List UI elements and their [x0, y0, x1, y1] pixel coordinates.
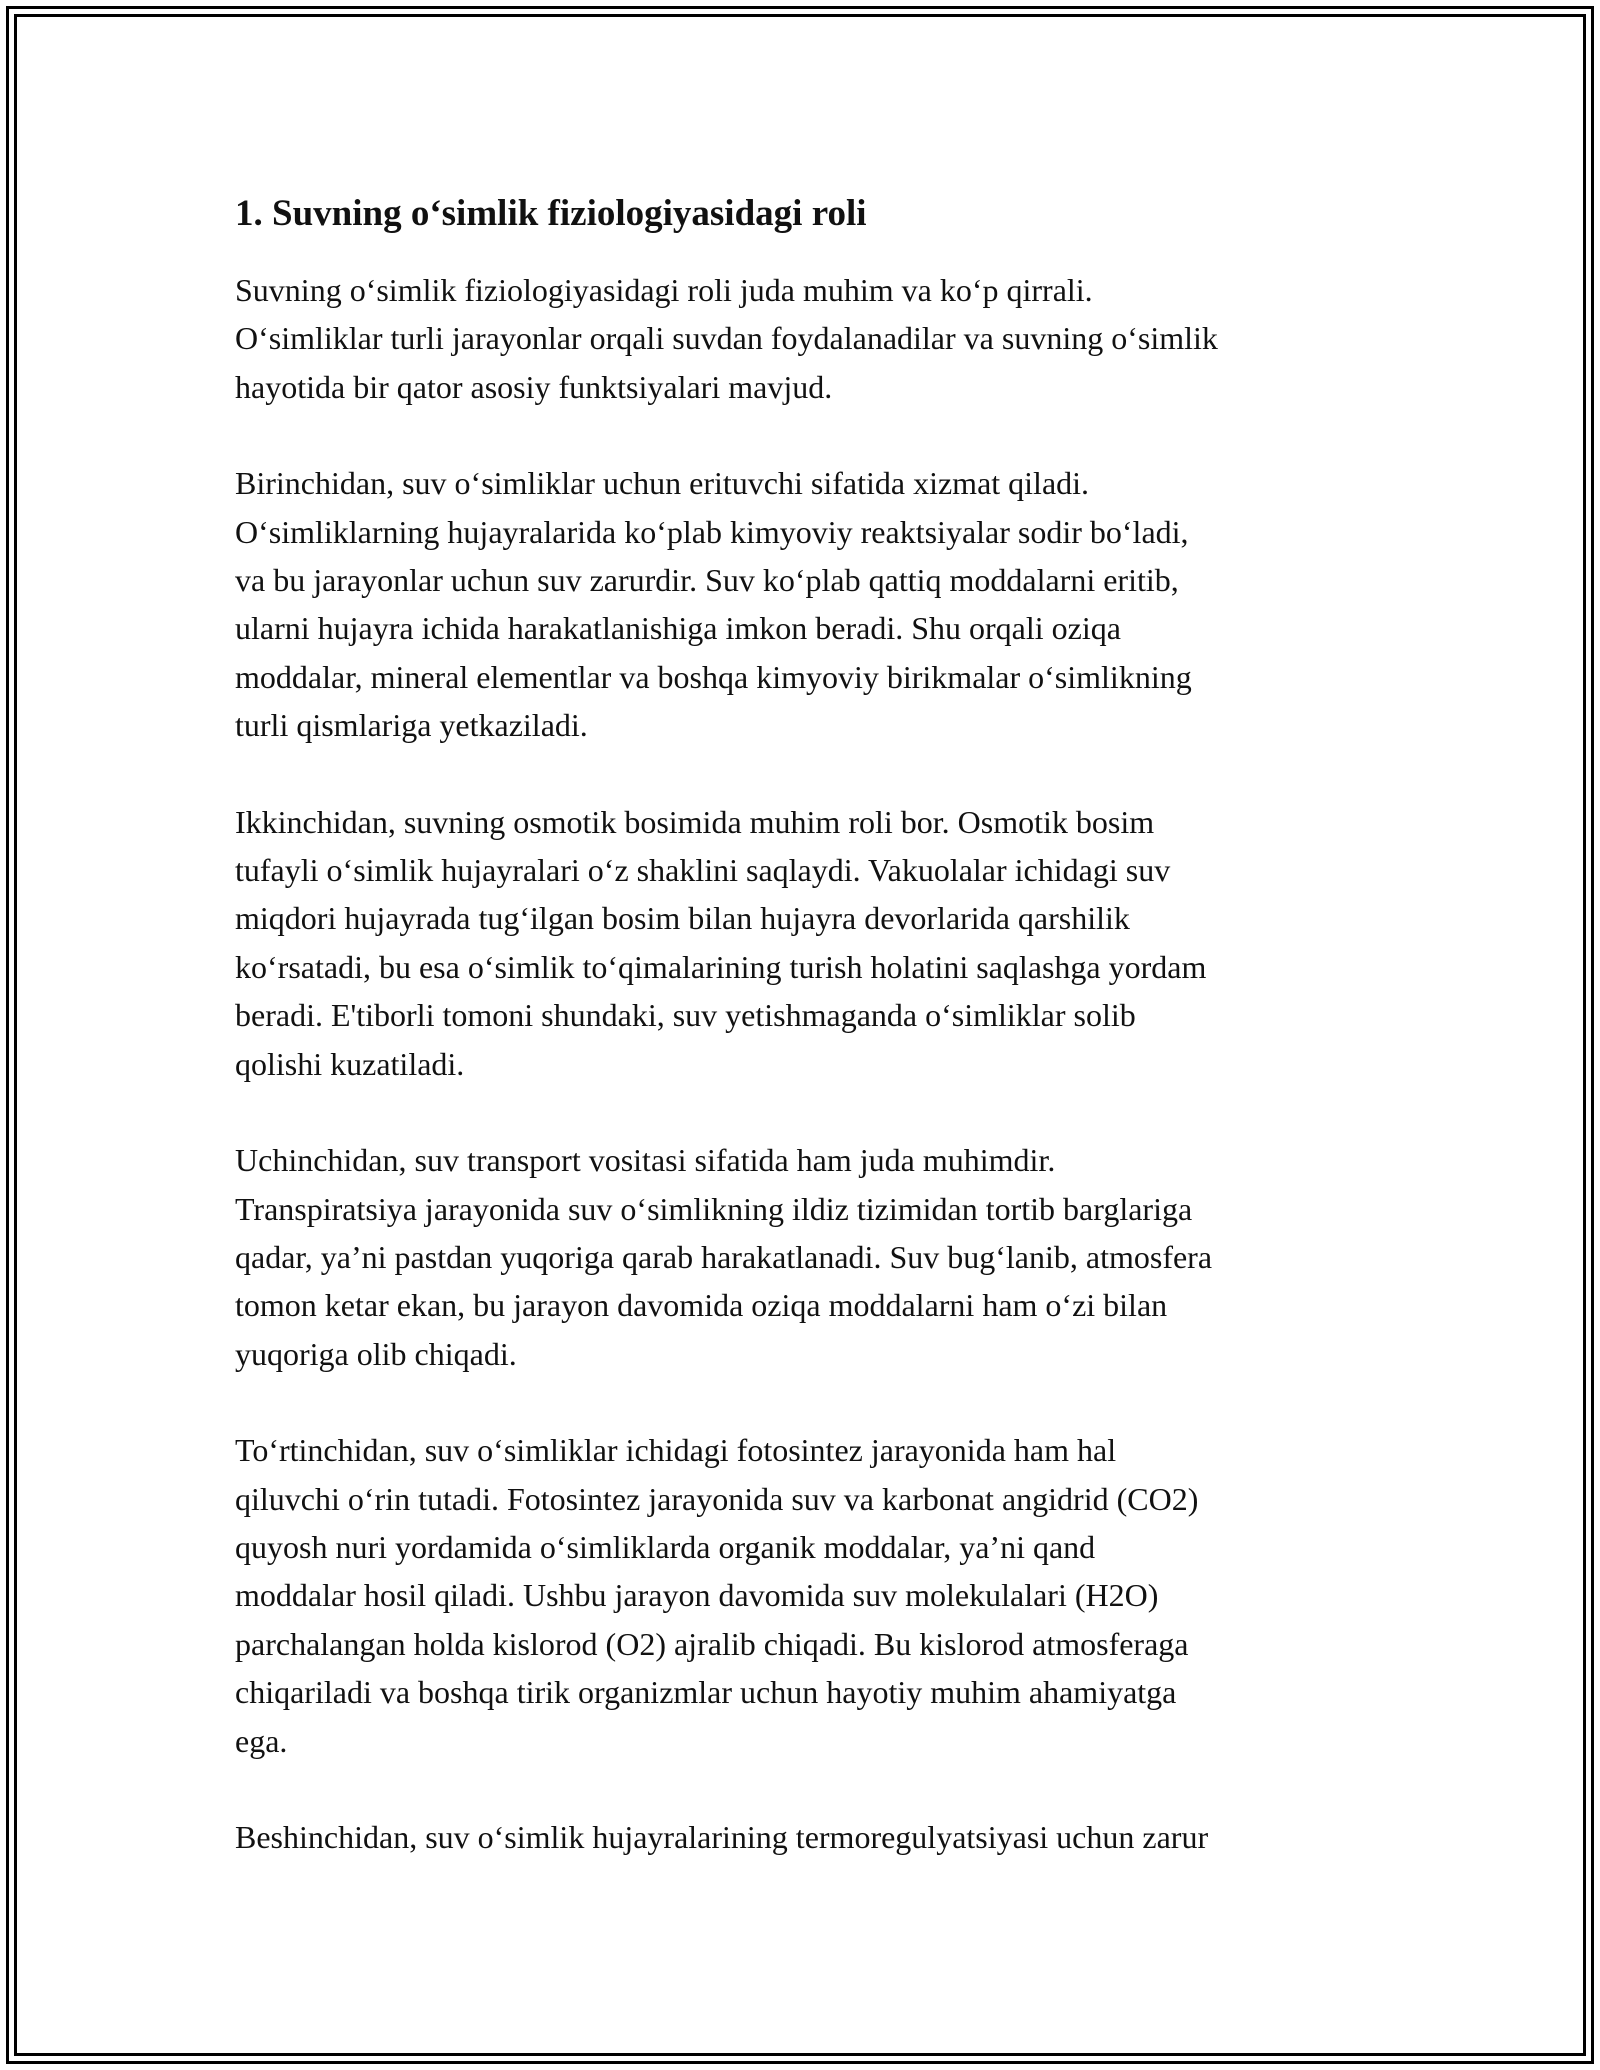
paragraph-second: Ikkinchidan, suvning osmotik bosimida muhim roli bor. Osmotik bosim tufayli o‘simlik hujayralari o‘z shaklini saqlaydi. Vakuolalar ichidagi suv miqdori hujayrada tug‘ilgan bosim bilan hujayra devorlarida qarshilik ko‘rsatadi, bu esa o‘simlik to‘qimalarining turish holatini saqlashga yordam beradi. E'tiborli tomoni shundaki, suv yetishmaganda o‘simliklar solib qolishi kuzatiladi. — [235, 803, 1207, 1082]
section-heading: 1. Suvning o‘simlik fiziologiyasidagi roli — [235, 193, 867, 234]
paragraph-intro: Suvning o‘simlik fiziologiyasidagi roli juda muhim va ko‘p qirrali. O‘simliklar turli jarayonlar orqali suvdan foydalanadilar va suvning o‘simlik hayotida bir qator asosiy funktsiyalari mavjud. — [235, 272, 1218, 405]
document-body — [235, 190, 1375, 1861]
paragraph-third: Uchinchidan, suv transport vositasi sifatida ham juda muhimdir. Transpiratsiya jarayonida suv o‘simlikning ildiz tizimidan tortib barglariga qadar, ya’ni pastdan yuqoriga qarab harakatlanadi. Suv bug‘lanib, atmosfera tomon ketar ekan, bu jarayon davomida oziqa moddalarni ham o‘zi bilan yuqoriga olib chiqadi. — [235, 1142, 1213, 1372]
paragraph-fifth: Beshinchidan, suv o‘simlik hujayralarining termoregulyatsiyasi uchun zarur — [235, 1818, 1209, 1855]
paragraph-fourth: To‘rtinchidan, suv o‘simliklar ichidagi fotosintez jarayonida ham hal qiluvchi o‘rin tutadi. Fotosintez jarayonida suv va karbonat angidrid (CO2) quyosh nuri yordamida o‘simliklarda organik moddalar, ya’ni qand moddalar hosil qiladi. Ushbu jarayon davomida suv molekulalari (H2O) parchalangan holda kislorod (O2) ajralib chiqadi. Bu kislorod atmosferaga chiqariladi va boshqa tirik organizmlar uchun hayotiy muhim ahamiyatga ega. — [235, 1432, 1199, 1759]
paragraph-first: Birinchidan, suv o‘simliklar uchun erituvchi sifatida xizmat qiladi. O‘simliklarning hujayralarida ko‘plab kimyoviy reaktsiyalar sodir bo‘ladi, va bu jarayonlar uchun suv zarurdir. Suv ko‘plab qattiq moddalarni eritib, ularni hujayra ichida harakatlanishiga imkon beradi. Shu orqali oziqa moddalar, mineral elementlar va boshqa kimyoviy birikmalar o‘simlikning turli qismlariga yetkaziladi. — [235, 465, 1192, 744]
